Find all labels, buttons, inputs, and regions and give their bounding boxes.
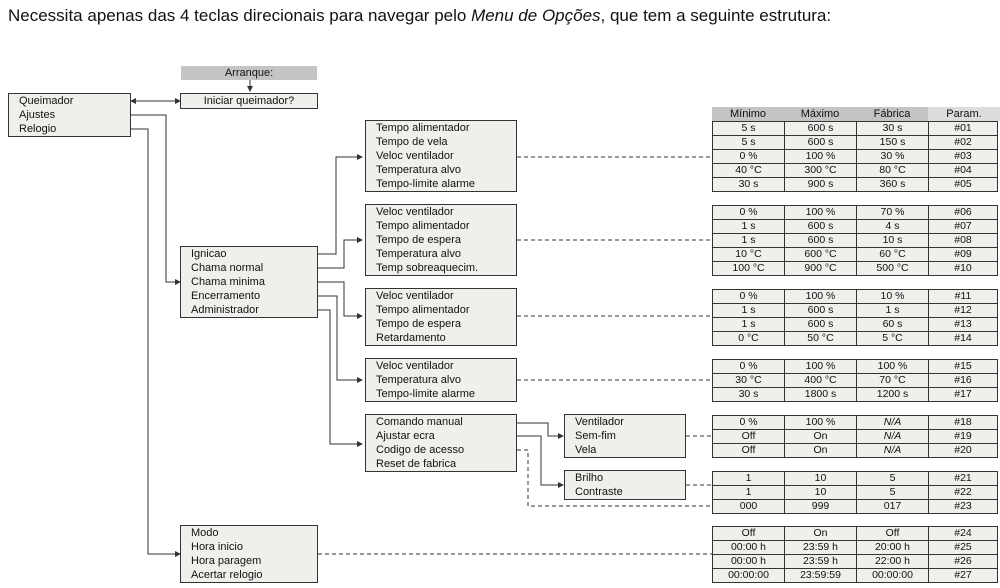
min-cell: 0 % — [713, 206, 785, 220]
factory-cell: 00:00:00 — [857, 569, 929, 583]
chama-minima-menu — [365, 288, 517, 346]
min-cell: Off — [713, 444, 785, 458]
param-cell: #22 — [929, 486, 998, 500]
factory-cell: 30 % — [857, 150, 929, 164]
max-cell: 100 % — [785, 360, 857, 374]
param-item[interactable]: Retardamento — [376, 332, 446, 344]
factory-cell: 30 s — [857, 122, 929, 136]
menu-item-ventilador[interactable]: Ventilador — [575, 416, 624, 428]
max-cell: 23:59 h — [785, 555, 857, 569]
max-cell: On — [785, 527, 857, 541]
max-cell: 10 — [785, 472, 857, 486]
table-row — [713, 220, 998, 234]
max-cell: 23:59 h — [785, 541, 857, 555]
col-maximo: Máximo — [784, 107, 856, 121]
param-cell: #02 — [929, 136, 998, 150]
param-cell: #10 — [929, 262, 998, 276]
max-cell: 600 s — [785, 304, 857, 318]
table-row — [713, 569, 998, 583]
param-item[interactable]: Temperatura alvo — [376, 374, 461, 386]
encerramento-menu — [365, 358, 517, 402]
param-cell: #27 — [929, 569, 998, 583]
menu-item-reset-de-fabrica[interactable]: Reset de fabrica — [376, 458, 457, 470]
param-cell: #20 — [929, 444, 998, 458]
factory-cell: 150 s — [857, 136, 929, 150]
min-cell: 100 °C — [713, 262, 785, 276]
table-row — [713, 472, 998, 486]
max-cell: 999 — [785, 500, 857, 514]
min-cell: 00:00 h — [713, 555, 785, 569]
table-encerramento — [712, 359, 998, 402]
param-cell: #26 — [929, 555, 998, 569]
param-cell: #24 — [929, 527, 998, 541]
menu-item-modo[interactable]: Modo — [191, 527, 219, 539]
table-comando-manual — [712, 415, 998, 458]
factory-cell: 20:00 h — [857, 541, 929, 555]
chama-normal-menu — [365, 204, 517, 276]
table-row — [713, 178, 998, 192]
max-cell: 600 s — [785, 220, 857, 234]
min-cell: 0 % — [713, 416, 785, 430]
factory-cell: 10 s — [857, 234, 929, 248]
param-cell: #15 — [929, 360, 998, 374]
table-row — [713, 136, 998, 150]
param-item[interactable]: Tempo alimentador — [376, 304, 470, 316]
param-item[interactable]: Tempo alimentador — [376, 122, 470, 134]
param-item[interactable]: Tempo de vela — [376, 136, 448, 148]
table-row — [713, 360, 998, 374]
factory-cell: 1 s — [857, 304, 929, 318]
table-row — [713, 318, 998, 332]
menu-item-sem-fim[interactable]: Sem-fim — [575, 430, 616, 442]
factory-cell: N/A — [857, 444, 929, 458]
max-cell: 100 % — [785, 290, 857, 304]
min-cell: 1 s — [713, 318, 785, 332]
col-minimo: Mínimo — [712, 107, 784, 121]
min-cell: 30 s — [713, 178, 785, 192]
col-fabrica: Fábrica — [856, 107, 928, 121]
factory-cell: 5 — [857, 472, 929, 486]
max-cell: 600 °C — [785, 248, 857, 262]
param-cell: #04 — [929, 164, 998, 178]
min-cell: 1 s — [713, 304, 785, 318]
menu-item-relogio[interactable]: Relogio — [19, 123, 57, 135]
arranque-header: Arranque: — [181, 66, 317, 80]
relogio-menu — [180, 525, 318, 583]
menu-item-ignicao[interactable]: Ignicao — [191, 248, 227, 260]
factory-cell: 70 °C — [857, 374, 929, 388]
param-cell: #23 — [929, 500, 998, 514]
max-cell: On — [785, 444, 857, 458]
table-row — [713, 388, 998, 402]
min-cell: 30 s — [713, 388, 785, 402]
table-row — [713, 262, 998, 276]
table-row — [713, 374, 998, 388]
table-row — [713, 122, 998, 136]
max-cell: 50 °C — [785, 332, 857, 346]
factory-cell: 60 s — [857, 318, 929, 332]
table-row — [713, 527, 998, 541]
min-cell: 5 s — [713, 136, 785, 150]
max-cell: 100 % — [785, 206, 857, 220]
max-cell: 100 % — [785, 416, 857, 430]
min-cell: 1 — [713, 486, 785, 500]
param-cell: #18 — [929, 416, 998, 430]
max-cell: 1800 s — [785, 388, 857, 402]
min-cell: 0 % — [713, 360, 785, 374]
max-cell: 300 °C — [785, 164, 857, 178]
table-row — [713, 430, 998, 444]
table-row — [713, 290, 998, 304]
factory-cell: 60 °C — [857, 248, 929, 262]
table-chama-normal — [712, 205, 998, 276]
param-cell: #01 — [929, 122, 998, 136]
min-cell: 0 % — [713, 150, 785, 164]
main-menu — [8, 93, 131, 137]
min-cell: 00:00 h — [713, 541, 785, 555]
param-cell: #12 — [929, 304, 998, 318]
table-row — [713, 304, 998, 318]
table-row — [713, 486, 998, 500]
menu-item-chama-normal[interactable]: Chama normal — [191, 262, 264, 274]
param-cell: #21 — [929, 472, 998, 486]
table-ajustar-ecra — [712, 471, 998, 514]
menu-item-codigo-de-acesso[interactable]: Codigo de acesso — [376, 444, 465, 456]
param-cell: #19 — [929, 430, 998, 444]
factory-cell: 360 s — [857, 178, 929, 192]
max-cell: 100 % — [785, 150, 857, 164]
param-cell: #05 — [929, 178, 998, 192]
table-row — [713, 416, 998, 430]
max-cell: 900 s — [785, 178, 857, 192]
param-cell: #17 — [929, 388, 998, 402]
menu-item-ajustar-ecra[interactable]: Ajustar ecra — [376, 430, 435, 442]
menu-item-vela[interactable]: Vela — [575, 444, 597, 456]
param-cell: #11 — [929, 290, 998, 304]
min-cell: 30 °C — [713, 374, 785, 388]
param-cell: #03 — [929, 150, 998, 164]
factory-cell: N/A — [857, 430, 929, 444]
table-ignicao — [712, 121, 998, 192]
max-cell: 900 °C — [785, 262, 857, 276]
table-row — [713, 150, 998, 164]
factory-cell: 4 s — [857, 220, 929, 234]
table-row — [713, 332, 998, 346]
menu-item-acertar-relogio[interactable]: Acertar relogio — [191, 569, 263, 581]
param-item[interactable]: Veloc ventilador — [376, 360, 454, 372]
table-relogio — [712, 526, 998, 583]
menu-item-comando-manual[interactable]: Comando manual — [376, 416, 463, 428]
factory-cell: 10 % — [857, 290, 929, 304]
param-cell: #16 — [929, 374, 998, 388]
min-cell: 1 s — [713, 234, 785, 248]
param-item[interactable]: Tempo-limite alarme — [376, 178, 476, 190]
menu-item-queimador[interactable]: Queimador — [19, 95, 74, 107]
min-cell: Off — [713, 527, 785, 541]
max-cell: 600 s — [785, 122, 857, 136]
param-item[interactable]: Temperatura alvo — [376, 248, 461, 260]
param-item[interactable]: Tempo de espera — [376, 318, 461, 330]
comando-manual-menu — [564, 414, 686, 458]
min-cell: 40 °C — [713, 164, 785, 178]
factory-cell: 80 °C — [857, 164, 929, 178]
table-row — [713, 164, 998, 178]
param-cell: #14 — [929, 332, 998, 346]
menu-item-hora-inicio[interactable]: Hora inicio — [191, 541, 243, 553]
factory-cell: 5 °C — [857, 332, 929, 346]
min-cell: 5 s — [713, 122, 785, 136]
max-cell: On — [785, 430, 857, 444]
max-cell: 23:59:59 — [785, 569, 857, 583]
table-row — [713, 500, 998, 514]
factory-cell: 500 °C — [857, 262, 929, 276]
menu-item-ajustes[interactable]: Ajustes — [19, 109, 56, 121]
param-item[interactable]: Tempo-limite alarme — [376, 388, 476, 400]
min-cell: 1 s — [713, 220, 785, 234]
table-row — [713, 206, 998, 220]
menu-item-brilho[interactable]: Brilho — [575, 472, 604, 484]
param-cell: #25 — [929, 541, 998, 555]
factory-cell: 22:00 h — [857, 555, 929, 569]
menu-item-encerramento[interactable]: Encerramento — [191, 290, 261, 302]
param-item[interactable]: Temperatura alvo — [376, 164, 461, 176]
table-row — [713, 541, 998, 555]
min-cell: 000 — [713, 500, 785, 514]
menu-item-contraste[interactable]: Contraste — [575, 486, 623, 498]
max-cell: 400 °C — [785, 374, 857, 388]
ajustar-ecra-menu — [564, 470, 686, 500]
menu-item-administrador[interactable]: Administrador — [191, 304, 259, 316]
param-item[interactable]: Tempo alimentador — [376, 220, 470, 232]
param-item[interactable]: Veloc ventilador — [376, 206, 454, 218]
factory-cell: 017 — [857, 500, 929, 514]
col-param: Param. — [928, 107, 1000, 121]
factory-cell: Off — [857, 527, 929, 541]
max-cell: 600 s — [785, 136, 857, 150]
param-cell: #13 — [929, 318, 998, 332]
ajustes-menu — [180, 246, 318, 318]
table-row — [713, 444, 998, 458]
factory-cell: 5 — [857, 486, 929, 500]
factory-cell: N/A — [857, 416, 929, 430]
max-cell: 600 s — [785, 318, 857, 332]
param-item[interactable]: Veloc ventilador — [376, 150, 454, 162]
param-cell: #06 — [929, 206, 998, 220]
min-cell: 0 °C — [713, 332, 785, 346]
administrador-menu — [365, 414, 517, 472]
menu-item-chama-minima[interactable]: Chama minima — [191, 276, 265, 288]
table-row — [713, 248, 998, 262]
ignicao-menu — [365, 120, 517, 192]
min-cell: 10 °C — [713, 248, 785, 262]
min-cell: 0 % — [713, 290, 785, 304]
min-cell: 1 — [713, 472, 785, 486]
min-cell: 00:00:00 — [713, 569, 785, 583]
iniciar-queimador-item[interactable]: Iniciar queimador? — [180, 93, 318, 109]
factory-cell: 100 % — [857, 360, 929, 374]
param-item[interactable]: Tempo de espera — [376, 234, 461, 246]
param-cell: #09 — [929, 248, 998, 262]
menu-item-hora-paragem[interactable]: Hora paragem — [191, 555, 262, 567]
table-row — [713, 234, 998, 248]
param-cell: #08 — [929, 234, 998, 248]
table-row — [713, 555, 998, 569]
param-item[interactable]: Veloc ventilador — [376, 290, 454, 302]
param-cell: #07 — [929, 220, 998, 234]
min-cell: Off — [713, 430, 785, 444]
max-cell: 10 — [785, 486, 857, 500]
table-chama-minima — [712, 289, 998, 346]
intro-text: Necessita apenas das 4 teclas direcionais para navegar pelo Menu de Opções, que tem a seguinte estrutura: — [8, 6, 832, 25]
factory-cell: 70 % — [857, 206, 929, 220]
max-cell: 600 s — [785, 234, 857, 248]
param-item[interactable]: Temp sobreaquecim. — [376, 262, 479, 274]
factory-cell: 1200 s — [857, 388, 929, 402]
